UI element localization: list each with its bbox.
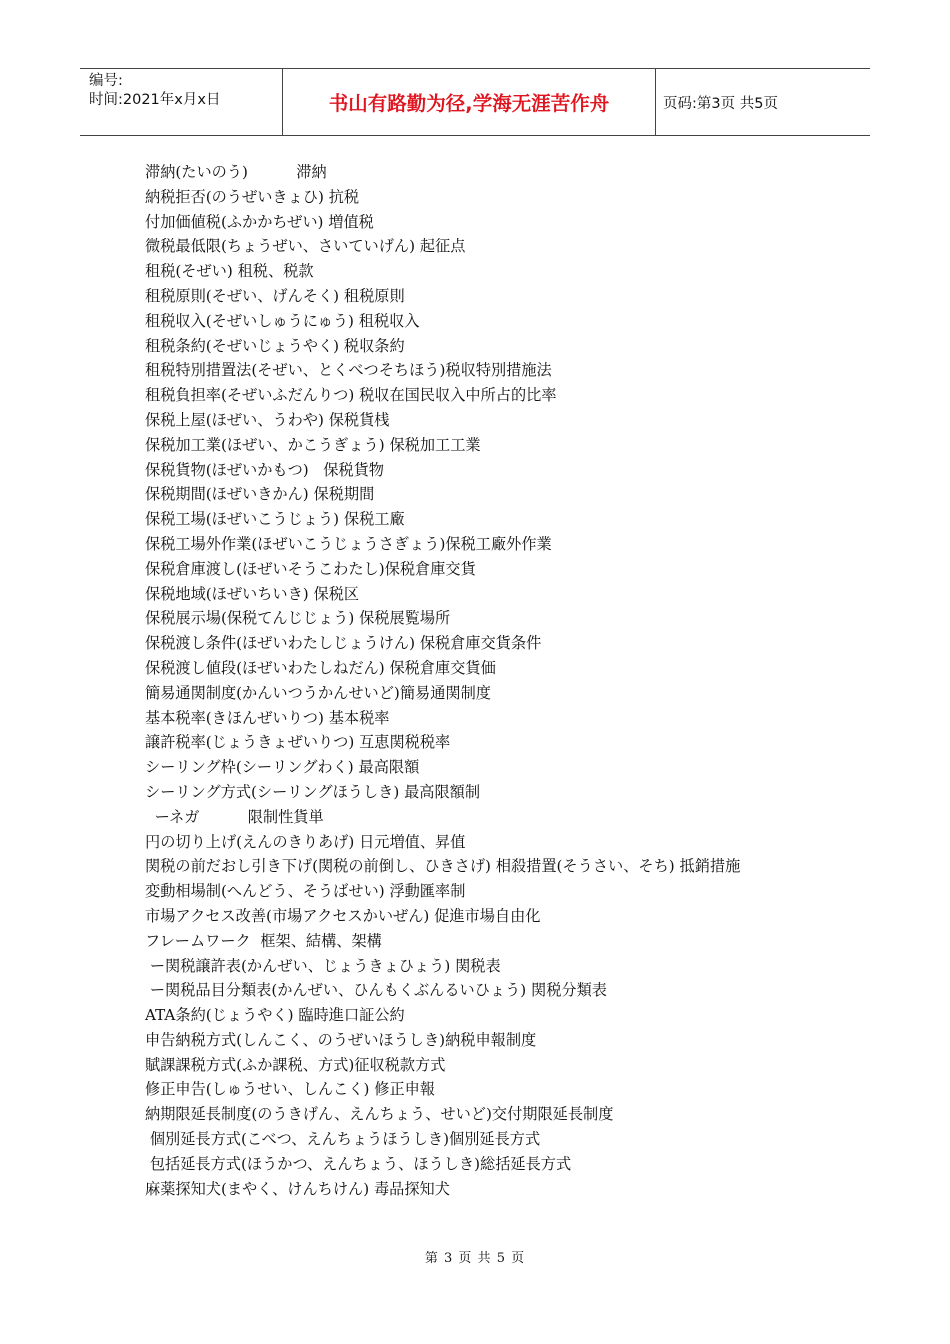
glossary-line: 付加価値税(ふかかちぜい) 増值税 (145, 212, 374, 231)
glossary-line: 保税加工業(ほぜい、かこうぎょう) 保税加工工業 (145, 435, 481, 454)
glossary-line: 保税倉庫渡し(ほぜいそうこわたし)保税倉庫交貨 (145, 559, 476, 578)
glossary-line: 麻薬探知犬(まやく、けんちけん) 毒品探知犬 (145, 1179, 450, 1198)
glossary-line: 修正申告(しゅうせい、しんこく) 修正申報 (145, 1080, 436, 1099)
header-page-info: 页码:第3页 共5页 (663, 95, 778, 112)
glossary-line: 基本税率(きほんぜいりつ) 基本税率 (145, 708, 390, 727)
glossary-line: 賦課課税方式(ふか課税、方式)征収税款方式 (145, 1055, 446, 1074)
header-number-label: 编号: (89, 73, 123, 89)
glossary-line: 保税地域(ほぜいちいき) 保税区 (145, 584, 360, 603)
glossary-body (145, 160, 817, 1201)
glossary-line: 包括延長方式(ほうかつ、えんちょう、ほうしき)総括延長方式 (145, 1154, 572, 1173)
glossary-line: 保税工場外作業(ほぜいこうじょうさぎょう)保税工廠外作業 (145, 534, 552, 553)
glossary-line: 滞納(たいのう) 滞納 (145, 163, 327, 181)
glossary-line: 微税最低限(ちょうぜい、さいていげん) 起征点 (145, 237, 466, 256)
glossary-line: 譲許税率(じょうきょぜいりつ) 互恵関税税率 (145, 733, 451, 752)
glossary-line: フレームワーク 框架、結構、架構 (145, 931, 382, 950)
glossary-line: 租税条約(そぜいじょうやく) 税収条約 (145, 336, 405, 355)
glossary-line: シーリング枠(シーリングわく) 最高限額 (145, 758, 420, 777)
glossary-line: 保税渡し値段(ほぜいわたしねだん) 保税倉庫交貨価 (145, 658, 496, 677)
glossary-line: 租税負担率(そぜいふだんりつ) 税収在国民収入中所占的比率 (145, 386, 557, 405)
page-footer (0, 1247, 950, 1266)
header-slogan-cell (283, 69, 656, 135)
glossary-line: 租税特別措置法(そぜい、とくべつそちほう)税収特別措施法 (145, 361, 552, 380)
glossary-line: 保税工場(ほぜいこうじょう) 保税工廠 (145, 510, 405, 529)
glossary-line: 簡易通関制度(かんいつうかんせいど)簡易通関制度 (145, 683, 491, 702)
glossary-line: 納税拒否(のうぜいきょひ) 抗税 (145, 187, 360, 206)
glossary-line: 租税収入(そぜいしゅうにゅう) 租税収入 (145, 311, 420, 330)
header-meta-cell (80, 69, 283, 135)
glossary-line: 市場アクセス改善(市場アクセスかいぜん) 促進市場自由化 (145, 906, 541, 925)
glossary-line: 保税貨物(ほぜいかもつ) 保税貨物 (145, 460, 384, 479)
glossary-line: 租税原則(そぜい、げんそく) 租税原則 (145, 286, 405, 305)
header-date-label: 时间:2021年x月x日 (89, 92, 221, 108)
header-slogan: 书山有路勤为径,学海无涯苦作舟 (328, 92, 610, 115)
glossary-line: 変動相場制(へんどう、そうばせい) 浮動匯率制 (145, 882, 466, 901)
glossary-line: ATA条約(じょうやく) 臨時進口証公約 (145, 1006, 405, 1025)
glossary-line: 申告納税方式(しんこく、のうぜいほうしき)納税申報制度 (145, 1030, 537, 1049)
glossary-line: 保税期間(ほぜいきかん) 保税期間 (145, 485, 375, 504)
glossary-line: 円の切り上げ(えんのきりあげ) 日元増值、昇值 (145, 832, 466, 851)
glossary-line: シーリング方式(シーリングほうしき) 最高限額制 (145, 782, 481, 801)
glossary-line: 納期限延長制度(のうきげん、えんちょう、せいど)交付期限延長制度 (145, 1105, 614, 1124)
page-header (80, 68, 870, 136)
glossary-line: 関税の前だおし引き下げ(関税の前倒し、ひきさげ) 相殺措置(そうさい、そち) 抵銷措施 (145, 857, 741, 876)
glossary-line: 租税(そぜい) 租税、税款 (145, 262, 314, 281)
glossary-line: ーネガ 限制性貨単 (145, 807, 324, 826)
footer-page-number: 第 3 页 共 5 页 (424, 1251, 526, 1266)
glossary-line: 保税展示場(保税てんじじょう) 保税展覧場所 (145, 609, 451, 628)
glossary-line: 保税渡し条件(ほぜいわたしじょうけん) 保税倉庫交貨条件 (145, 634, 542, 653)
glossary-line: ー関税品目分類表(かんぜい、ひんもくぶんるいひょう) 関税分類表 (145, 981, 607, 1000)
header-page-cell (656, 69, 870, 135)
glossary-line: 保税上屋(ほぜい、うわや) 保税貨桟 (145, 410, 390, 429)
glossary-line: 個別延長方式(こべつ、えんちょうほうしき)個別延長方式 (145, 1130, 541, 1149)
glossary-line: ー関税譲許表(かんぜい、じょうきょひょう) 関税表 (145, 956, 501, 975)
